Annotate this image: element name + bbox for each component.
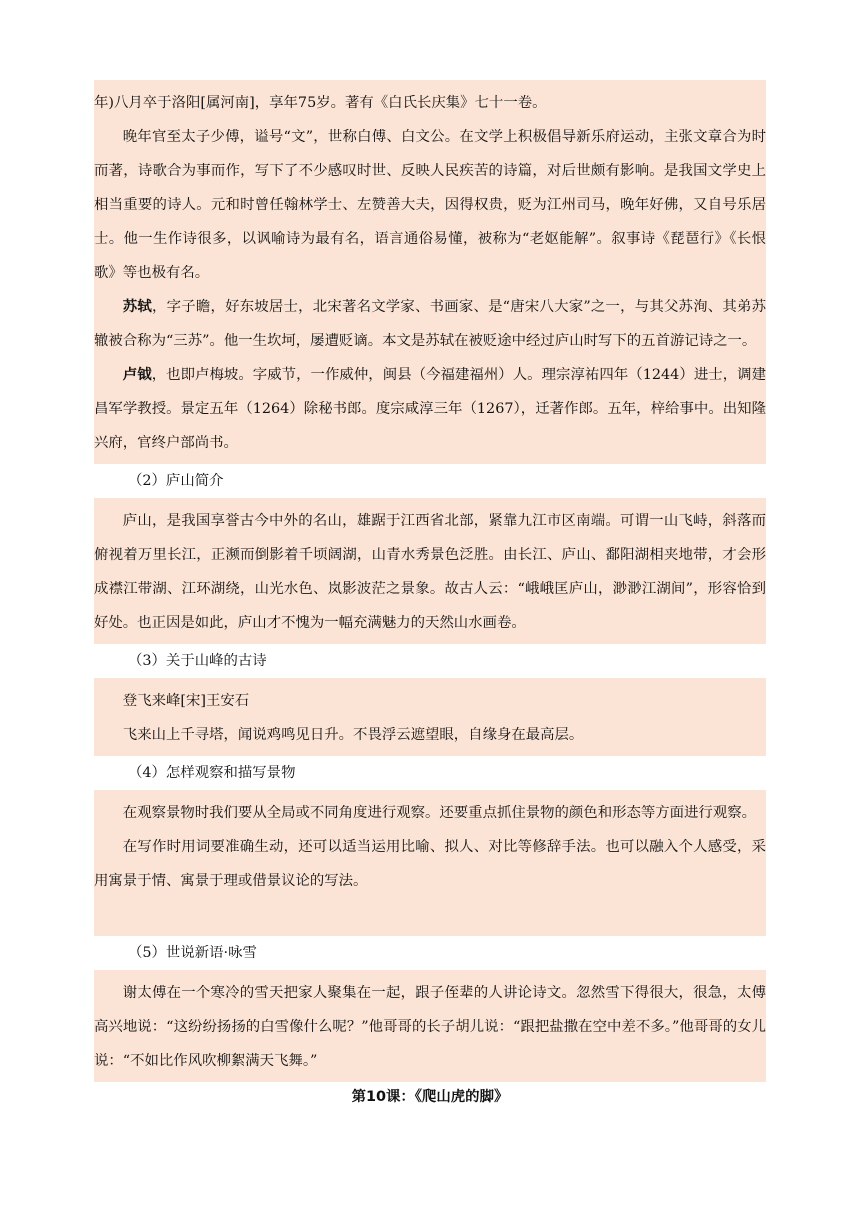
bio-lu-yue — [94, 358, 766, 460]
lesson-title: 第10课：《爬山虎的脚》 — [351, 1089, 509, 1105]
document-page — [94, 80, 766, 1112]
yongxue-text: 谢太傅在一个寒冷的雪天把家人聚集在一起，跟子侄辈的人讲论诗文。忽然雪下得很大，很急，太傅高兴地说：“这纷纷扬扬的白雪像什么呢？”他哥哥的长子胡儿说：“跟把盐撒在空中差不多。”他哥哥的女儿说：“不如比作风吹柳絮满天飞舞。” — [94, 985, 766, 1069]
bio-su-shi — [94, 290, 766, 358]
section-4-heading: （4）怎样观察和描写景物 — [128, 765, 296, 781]
observation-paragraph: 在观察景物时我们要从全局或不同角度进行观察。还要重点抓住景物的颜色和形态等方面进行观察。 — [122, 805, 756, 821]
su-shi-name: 苏轼 — [122, 299, 153, 315]
lu-yue-name: 卢钺 — [122, 367, 152, 383]
section-3-box — [94, 678, 766, 756]
section-2-box — [94, 498, 766, 644]
blank-line — [94, 898, 766, 932]
poem-text: 飞来山上千寻塔，闻说鸡鸣见日升。不畏浮云遮望眼，自缘身在最高层。 — [122, 727, 584, 743]
section-5-heading: （5）世说新语·咏雪 — [128, 945, 257, 961]
su-shi-text: ，字子瞻，好东坡居士，北宋著名文学家、书画家、是“唐宋八大家”之一，与其父苏洵、其弟苏辙被合称为“三苏”。他一生坎坷，屡遭贬谪。本文是苏轼在被贬途中经过庐山时写下的五首游记诗之一。 — [94, 299, 766, 349]
section-3-heading: （3）关于山峰的古诗 — [128, 653, 267, 669]
author-bio-box — [94, 80, 766, 464]
lushan-intro-text: 庐山，是我国享誉古今中外的名山，雄踞于江西省北部，紧靠九江市区南端。可谓一山飞峙，斜落而俯视着万里长江，正濒而倒影着千顷阔湖，山青水秀景色泛胜。由长江、庐山、鄱阳湖相夹地带，才会形成襟江带湖、江环湖绕，山光水色、岚影波茫之景象。故古人云：“峨峨匡庐山，渺渺江湖间”，形容恰到好处。也正因是如此，庐山才不愧为一幅充满魅力的天然山水画卷。 — [94, 513, 766, 631]
section-2-heading: （2）庐山简介 — [128, 473, 224, 489]
lu-yue-text: ，也即卢梅坡。字威节，一作威仲，闽县（今福建福州）人。理宗淳祐四年（1244）进士，调建昌军学教授。景定五年（1264）除秘书郎。度宗咸淳三年（1267），迁著作郎。五年，梓给事中。出知隆兴府，官终户部尚书。 — [94, 367, 766, 451]
section-4-box — [94, 790, 766, 936]
poem-title-line: 登飞来峰[宋]王安石 — [122, 693, 250, 709]
bio-paragraph-1: 年)八月卒于洛阳[属河南]，享年75岁。著有《白氏长庆集》七十一卷。 — [94, 95, 547, 111]
writing-paragraph: 在写作时用词要准确生动，还可以适当运用比喻、拟人、对比等修辞手法。也可以融入个人感受，采用寓景于情、寓景于理或借景议论的写法。 — [94, 839, 766, 889]
bio-paragraph-2: 晚年官至太子少傅，谥号“文”，世称白傅、白文公。在文学上积极倡导新乐府运动，主张文章合为时而著，诗歌合为事而作，写下了不少感叹时世、反映人民疾苦的诗篇，对后世颇有影响。是我国文学史上相当重要的诗人。元和时曾任翰林学士、左赞善大夫，因得权贵，贬为江州司马，晚年好佛，又自号乐居士。他一生作诗很多，以讽喻诗为最有名，语言通俗易懂，被称为“老妪能解”。叙事诗《琵琶行》《长恨歌》等也极有名。 — [94, 129, 766, 281]
section-5-box — [94, 970, 766, 1082]
